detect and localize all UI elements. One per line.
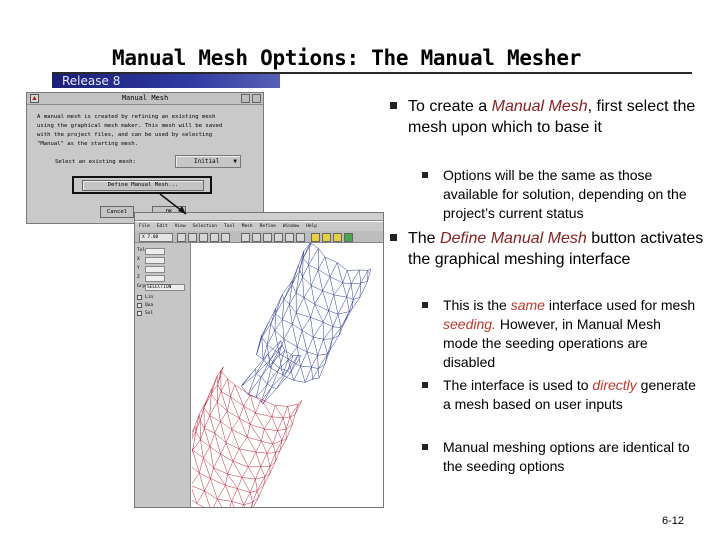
bullet-text: However, in Manual Mesh mode the seeding operations are disabled [443,316,661,370]
slide-title: Manual Mesh Options: The Manual Mesher [112,46,582,70]
bullet-text: generate a mesh based on user inputs [443,377,696,412]
dialog-titlebar [27,93,263,105]
tool-rotate-icon[interactable] [188,233,197,242]
panel-label-z: Z [137,275,140,280]
bullet-create-manual-mesh [390,96,706,138]
dialog-title: Manual Mesh [121,94,169,102]
tool-edge-icon[interactable] [252,233,261,242]
tool-fit-icon[interactable] [221,233,230,242]
tool-grid-icon[interactable] [285,233,294,242]
mesher-side-panel [135,243,191,507]
panel-check-qua[interactable] [137,303,142,308]
menu-refine[interactable]: Refine [259,224,276,229]
define-manual-mesh-button[interactable]: Define Manual Mesh... [82,180,204,191]
tool-zoom-icon[interactable] [199,233,208,242]
tool-pan-icon[interactable] [210,233,219,242]
menu-file[interactable]: File [139,224,150,229]
sub-bullet-directly [422,376,698,414]
sub-bullet-options [422,166,698,223]
dropdown-arrow-icon: ▼ [233,158,237,165]
square-bullet-icon [422,302,428,308]
tool-select-icon[interactable] [177,233,186,242]
bullet-text: To create a [408,98,492,115]
sub-bullet-same-interface [422,296,698,372]
bullet-text: Manual meshing options are identical to the seeding options [443,439,690,474]
minimize-icon[interactable] [241,94,250,103]
mesh-wireframe [192,243,383,507]
tool-face-icon[interactable] [263,233,272,242]
system-menu-icon[interactable]: ▲ [31,95,38,102]
panel-label-y: Y [137,266,140,271]
panel-label-x: X [137,257,140,262]
menu-edit[interactable]: Edit [156,224,168,229]
menu-selection[interactable]: Selection [192,224,217,229]
tool-shade-icon[interactable] [344,233,353,242]
sub-bullet-identical [422,438,698,476]
panel-label-grp: Grp [137,284,146,289]
tool-light-icon[interactable] [322,233,331,242]
panel-label-sol: Sol [145,311,154,316]
page-number: 6-12 [662,515,685,527]
panel-field-x[interactable] [145,257,165,264]
panel-label-lin: Lin [145,295,154,300]
panel-label-tol: Tol [137,248,146,253]
tool-highlight-icon[interactable] [311,233,320,242]
square-bullet-icon [422,172,428,178]
panel-check-sol[interactable] [137,311,142,316]
release-bar [52,74,280,88]
panel-check-lin[interactable] [137,295,142,300]
panel-field-z[interactable] [145,275,165,282]
bullet-emphasis: same [510,297,545,313]
panel-field-y[interactable] [145,266,165,273]
cancel-button[interactable]: Cancel [100,206,134,218]
square-bullet-icon [390,234,397,241]
panel-field-tol[interactable] [145,248,165,255]
bullet-text: interface used for mesh [544,297,696,313]
bullet-text: , first select the mesh upon which to base it [408,98,696,136]
bullet-emphasis: seeding. [443,316,496,332]
menu-mesh[interactable]: Mesh [241,224,253,229]
tool-elem-icon[interactable] [274,233,283,242]
bullet-emphasis: directly [592,377,637,393]
menu-help[interactable]: Help [306,224,317,229]
select-mesh-label: Select an existing mesh: [55,159,136,165]
mesher-window [134,212,384,508]
bullet-text: This is the [443,297,511,313]
dialog-description: A manual mesh is created by refining an existing mesh using the graphical mesh maker. This mesh will be saved with the project files, and can be used by selecting "Manual" as the starting mesh. [37,114,223,147]
square-bullet-icon [390,102,397,109]
mesh-viewport[interactable] [192,243,383,507]
square-bullet-icon [422,444,428,450]
bullet-define-button [390,228,706,270]
menu-tool[interactable]: Tool [223,224,235,229]
mesher-menubar [135,222,383,231]
tool-paint-icon[interactable] [333,233,342,242]
panel-label-qua: Qua [145,303,154,308]
manual-mesh-dialog [26,92,264,224]
bullet-text: The [408,230,441,247]
bullet-emphasis: Manual Mesh [491,98,588,115]
select-mesh-value: Initial [194,158,220,165]
select-mesh-dropdown[interactable] [175,155,241,168]
bullet-text: Options will be the same as those available for solution, depending on the project’s current status [443,167,687,221]
panel-field-grp[interactable]: SELECTION [145,284,185,291]
coord-field[interactable]: X 7.00 [139,233,173,242]
mesher-titlebar [135,213,383,221]
tool-node-icon[interactable] [241,233,250,242]
square-bullet-icon [422,382,428,388]
menu-window[interactable]: Window [282,224,300,229]
bullet-emphasis: Define Manual Mesh [440,230,587,247]
menu-view[interactable]: View [174,224,186,229]
mesher-toolbar [135,231,383,243]
tool-axis-icon[interactable] [296,233,305,242]
bullet-text: button activates the graphical meshing interface [408,230,704,268]
bullet-text: The interface is used to [443,377,593,393]
release-label: Release 8 [62,74,121,88]
maximize-icon[interactable] [252,94,261,103]
